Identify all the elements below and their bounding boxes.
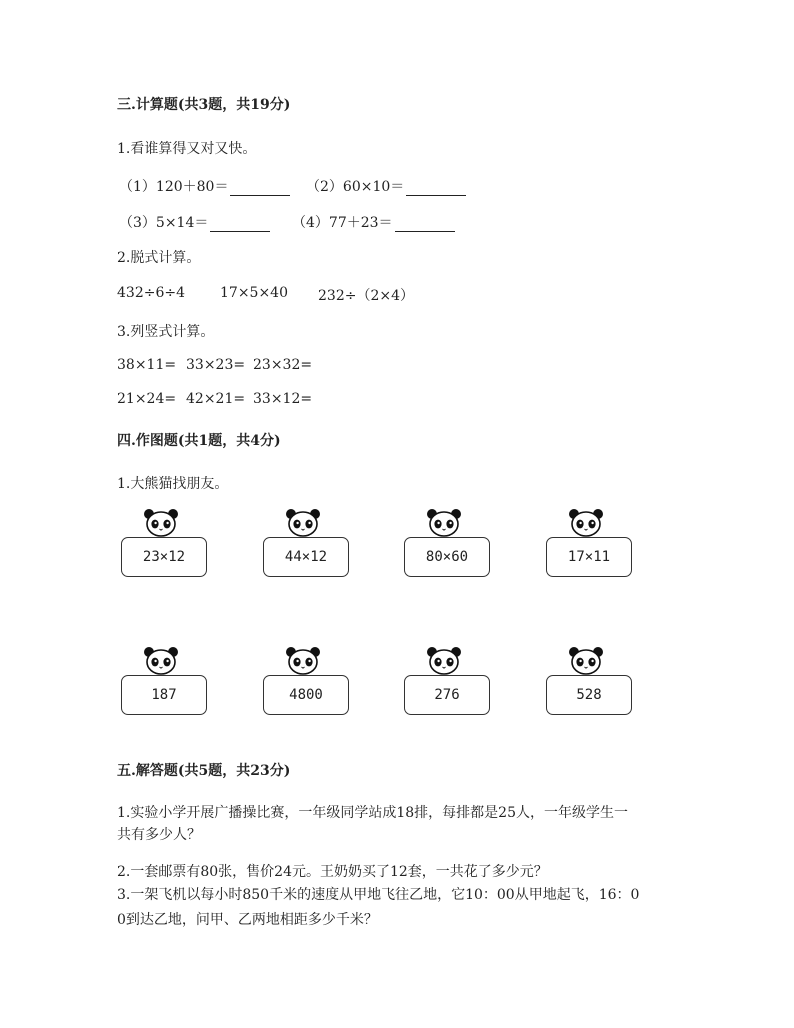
answer-blank[interactable] [210, 217, 270, 232]
panda-card[interactable]: 276 [404, 675, 490, 715]
panda-card[interactable]: 80×60 [404, 537, 490, 577]
calc-item-expression: 60×10＝ [342, 179, 405, 195]
vertical-calc-2: 33×23= [186, 357, 246, 373]
vertical-calc-5: 42×21= [186, 391, 246, 407]
calc-item-expression: 120＋80＝ [155, 179, 229, 195]
calc-item-number: （1） [119, 179, 156, 195]
question-5-1-line-2: 共有多少人？ [117, 827, 201, 843]
vertical-calc-4: 21×24= [117, 391, 177, 407]
calc-item-number: （3） [119, 215, 156, 231]
calc-item-2 [306, 176, 466, 196]
question-5-2: 2.一套邮票有80张，售价24元。王奶奶买了12套，一共花了多少元？ [117, 864, 548, 880]
panda-icon [143, 645, 179, 675]
calc-item-expression: 5×14＝ [155, 215, 209, 231]
panda-card[interactable]: 44×12 [263, 537, 349, 577]
answer-blank[interactable] [395, 217, 455, 232]
panda-icon [143, 507, 179, 537]
panda-card[interactable]: 187 [121, 675, 207, 715]
section-5-heading: 五.解答题(共5题，共23分) [117, 763, 291, 779]
panda-icon [568, 507, 604, 537]
question-3-3-title: 3.列竖式计算。 [117, 324, 215, 340]
question-3-2-title: 2.脱式计算。 [117, 250, 201, 266]
panda-icon [285, 507, 321, 537]
section-3-heading: 三.计算题(共3题，共19分) [117, 97, 291, 113]
expression-3: 232÷（2×4） [318, 288, 414, 304]
calc-item-3 [119, 212, 270, 232]
vertical-calc-1: 38×11= [117, 357, 177, 373]
calc-item-expression: 77＋23＝ [328, 215, 393, 231]
panda-icon [285, 645, 321, 675]
question-5-3-line-1: 3.一架飞机以每小时850千米的速度从甲地飞往乙地，它10：00从甲地起飞，16：0 [117, 887, 640, 903]
calc-item-4 [292, 212, 455, 232]
calc-item-1 [119, 176, 290, 196]
panda-card[interactable]: 4800 [263, 675, 349, 715]
vertical-calc-6: 33×12= [253, 391, 313, 407]
calc-item-number: （4） [292, 215, 329, 231]
panda-card[interactable]: 23×12 [121, 537, 207, 577]
panda-icon [426, 645, 462, 675]
expression-2: 17×5×40 [220, 285, 288, 301]
answer-blank[interactable] [230, 181, 290, 196]
calc-item-number: （2） [306, 179, 343, 195]
panda-card[interactable]: 17×11 [546, 537, 632, 577]
question-5-3-line-2: 0到达乙地，问甲、乙两地相距多少千米？ [117, 912, 378, 928]
section-4-heading: 四.作图题(共1题，共4分) [117, 433, 281, 449]
question-4-1-title: 1.大熊猫找朋友。 [117, 476, 229, 492]
panda-icon [568, 645, 604, 675]
question-3-1-title: 1.看谁算得又对又快。 [117, 141, 257, 157]
vertical-calc-3: 23×32= [253, 357, 313, 373]
panda-icon [426, 507, 462, 537]
answer-blank[interactable] [406, 181, 466, 196]
expression-1: 432÷6÷4 [117, 285, 185, 301]
question-5-1-line-1: 1.实验小学开展广播操比赛，一年级同学站成18排，每排都是25人，一年级学生一 [117, 805, 628, 821]
panda-card[interactable]: 528 [546, 675, 632, 715]
